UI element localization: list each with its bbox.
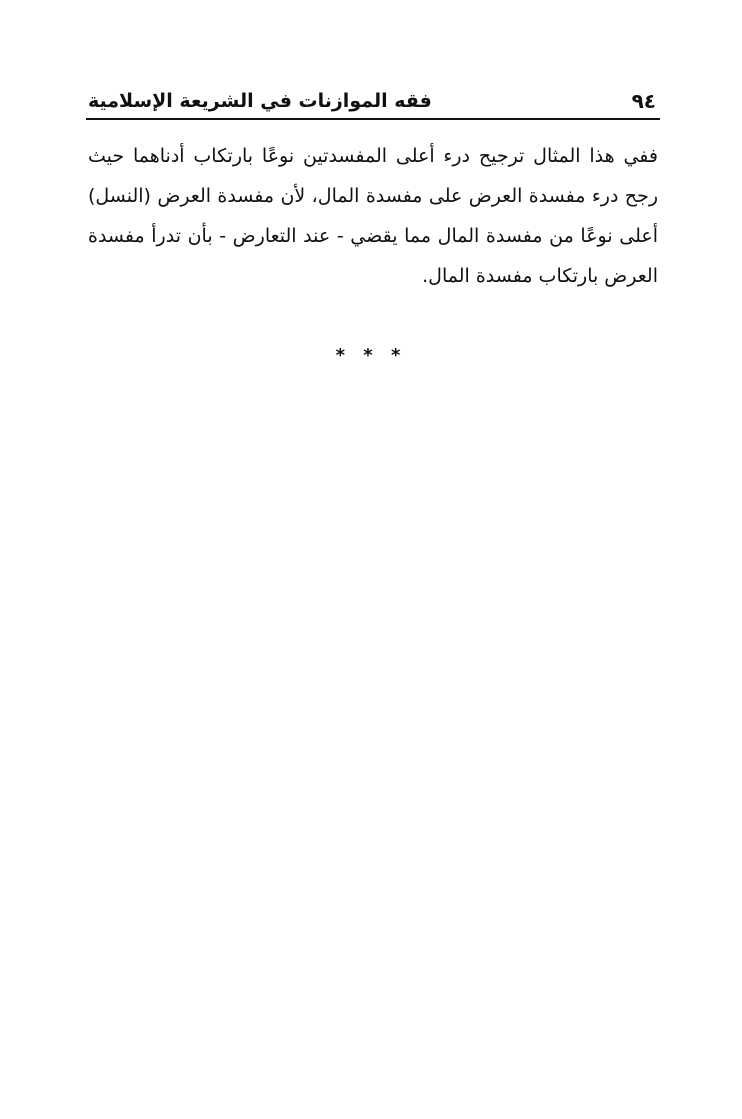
page-number: ٩٤ [631, 89, 656, 113]
body-paragraph: ففي هذا المثال ترجيح درء أعلى المفسدتين نوعًا بارتكاب أدناهما حيث رجح درء مفسدة العرض على مفسدة المال، لأن مفسدة العرض (النسل) أعلى نوعًا من مفسدة المال مما يقضي - عند التعارض - بأن تدرأ مفسدة العرض بارتكاب مفسدة المال. [88, 145, 658, 287]
running-header [88, 84, 658, 118]
section-separator: * * * [335, 345, 407, 366]
running-header-title: فقه الموازنات في الشريعة الإسلامية [88, 90, 432, 112]
header-rule [86, 118, 660, 120]
